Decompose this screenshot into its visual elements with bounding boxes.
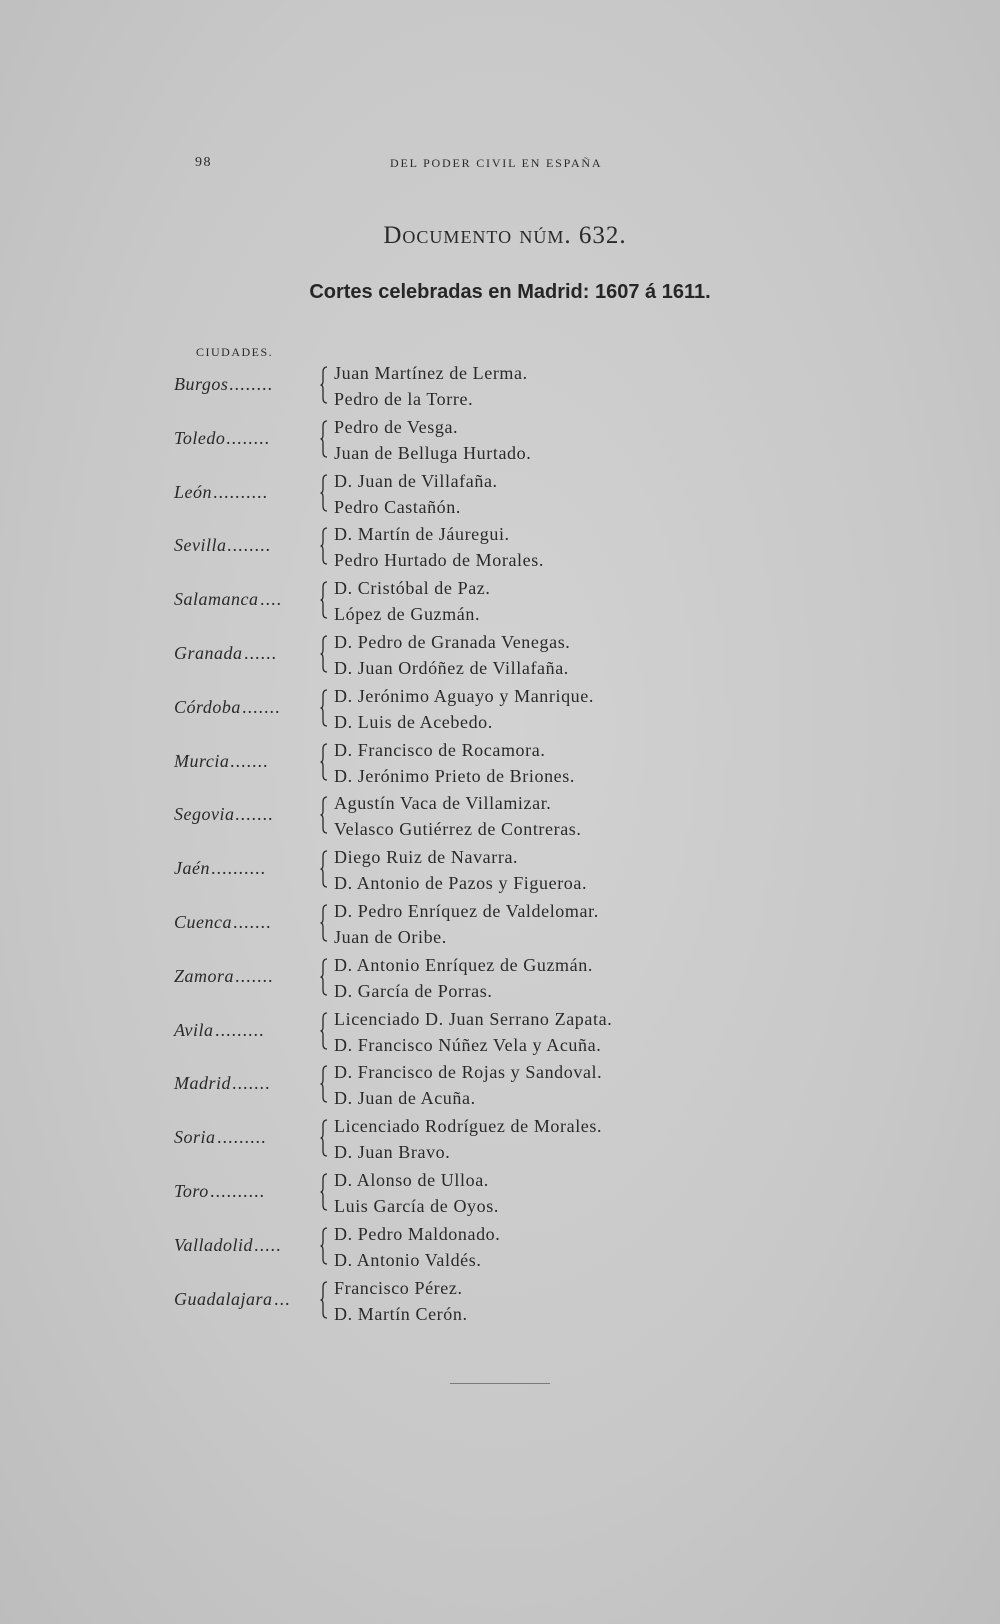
list-item — [174, 468, 694, 522]
brace-icon — [320, 1012, 328, 1050]
city-name: León — [174, 481, 212, 502]
deputy-name: D. Francisco Núñez Vela y Acuña. — [334, 1034, 602, 1055]
city-name: Valladolid — [174, 1234, 254, 1255]
dot-leader: ....... — [233, 911, 272, 932]
deputies — [334, 468, 498, 520]
brace-icon — [320, 1227, 328, 1265]
list-item — [174, 844, 694, 898]
deputies — [334, 1221, 500, 1273]
city-name: Murcia — [174, 750, 230, 771]
brace-icon — [320, 1281, 328, 1319]
dot-leader: ......... — [217, 1127, 267, 1148]
city-name: Jaén — [174, 858, 210, 879]
page-number: 98 — [195, 155, 212, 170]
dot-leader: ...... — [244, 642, 277, 663]
deputy-name: D. Francisco de Rojas y Sandoval. — [334, 1062, 603, 1083]
brace-icon — [320, 743, 328, 781]
brace-icon — [320, 1065, 328, 1103]
deputy-name: D. Juan de Villafaña. — [334, 470, 498, 491]
deputy-name: D. Jerónimo Aguayo y Manrique. — [334, 685, 594, 706]
deputy-name: Pedro de la Torre. — [334, 389, 474, 409]
deputy-name: Juan de Belluga Hurtado. — [334, 442, 532, 463]
footer-rule — [450, 1383, 550, 1384]
dot-leader: ....... — [230, 750, 269, 771]
deputy-name: D. Luis de Acebedo. — [334, 711, 493, 732]
deputy-name: Francisco Pérez. — [334, 1277, 463, 1298]
deputies — [334, 1059, 602, 1111]
deputy-name: Juan Martínez de Lerma. — [334, 363, 528, 383]
deputy-name: D. García de Porras. — [334, 980, 493, 1001]
brace-icon — [320, 850, 328, 888]
city-name: Toledo — [174, 427, 226, 448]
deputy-name: D. Martín de Jáuregui. — [334, 524, 510, 545]
list-item — [174, 629, 694, 683]
deputies — [334, 1167, 499, 1219]
deputy-name: Pedro de Vesga. — [334, 416, 459, 437]
city-name: Zamora — [174, 965, 235, 986]
list-item — [174, 1006, 694, 1060]
document-subtitle: Cortes celebradas en Madrid: 1607 á 1611. — [309, 281, 711, 303]
deputy-name: D. Francisco de Rocamora. — [334, 739, 546, 760]
list-item — [174, 1059, 694, 1113]
deputy-name: D. Cristóbal de Paz. — [334, 578, 491, 599]
deputies — [334, 414, 531, 466]
list-item — [174, 1275, 694, 1329]
dot-leader: ... — [274, 1288, 291, 1309]
city-name: Soria — [174, 1127, 216, 1148]
list-item — [174, 575, 694, 629]
dot-leader: .......... — [211, 858, 266, 879]
deputy-name: Juan de Oribe. — [334, 926, 447, 947]
city-list — [174, 360, 694, 1328]
deputy-name: D. Pedro Enríquez de Valdelomar. — [334, 900, 599, 921]
deputy-name: Velasco Gutiérrez de Contreras. — [334, 819, 582, 840]
dot-leader: ..... — [254, 1234, 282, 1255]
brace-icon — [320, 904, 328, 942]
dot-leader: ......... — [215, 1019, 265, 1040]
dot-leader: ....... — [235, 965, 274, 986]
list-item — [174, 360, 694, 414]
dot-leader: ........ — [226, 427, 270, 448]
deputies — [334, 360, 528, 412]
list-item — [174, 1221, 694, 1275]
city-name: Burgos — [174, 374, 229, 394]
deputies — [334, 1113, 602, 1165]
dot-leader: .......... — [213, 481, 268, 502]
dot-leader: .... — [260, 589, 282, 610]
city-name: Córdoba — [174, 696, 241, 717]
deputy-name: Luis García de Oyos. — [334, 1195, 499, 1216]
list-item — [174, 898, 694, 952]
deputy-name: Agustín Vaca de Villamizar. — [334, 793, 552, 814]
running-head — [195, 155, 655, 175]
list-item — [174, 952, 694, 1006]
deputies — [334, 737, 575, 789]
dot-leader: ........ — [229, 374, 273, 394]
city-name: Cuenca — [174, 911, 232, 932]
list-item — [174, 737, 694, 791]
deputy-name: D. Jerónimo Prieto de Briones. — [334, 765, 575, 786]
list-item — [174, 414, 694, 468]
dot-leader: ....... — [235, 804, 274, 825]
deputy-name: D. Pedro de Granada Venegas. — [334, 631, 571, 652]
deputies — [334, 629, 570, 681]
deputies — [334, 1006, 612, 1058]
dot-leader: ....... — [232, 1073, 271, 1094]
brace-icon — [320, 1119, 328, 1157]
brace-icon — [320, 527, 328, 565]
deputy-name: D. Pedro Maldonado. — [334, 1223, 501, 1244]
list-item — [174, 1167, 694, 1221]
city-name: Granada — [174, 642, 243, 663]
deputy-name: D. Juan Ordóñez de Villafaña. — [334, 657, 569, 678]
deputies — [334, 521, 544, 573]
document-number: Documento núm. 632. — [383, 222, 627, 249]
deputy-name: D. Alonso de Ulloa. — [334, 1169, 489, 1190]
deputy-name: Diego Ruiz de Navarra. — [334, 847, 519, 868]
brace-icon — [320, 474, 328, 512]
deputy-name: D. Antonio Enríquez de Guzmán. — [334, 954, 593, 975]
brace-icon — [320, 689, 328, 727]
deputy-name: D. Antonio Valdés. — [334, 1249, 482, 1270]
dot-leader: ....... — [242, 696, 281, 717]
deputy-name: D. Antonio de Pazos y Figueroa. — [334, 873, 588, 894]
deputies — [334, 898, 599, 950]
brace-icon — [320, 581, 328, 619]
dot-leader: ........ — [227, 535, 271, 556]
deputies — [334, 683, 594, 735]
list-item — [174, 683, 694, 737]
deputy-name: D. Martín Cerón. — [334, 1303, 468, 1324]
city-name: Sevilla — [174, 535, 227, 556]
deputies — [334, 1275, 468, 1327]
list-item — [174, 1113, 694, 1167]
deputy-name: D. Juan de Acuña. — [334, 1088, 476, 1109]
deputy-name: López de Guzmán. — [334, 604, 481, 625]
city-name: Madrid — [174, 1073, 231, 1094]
city-name: Toro — [174, 1180, 209, 1201]
brace-icon — [320, 958, 328, 996]
list-item — [174, 790, 694, 844]
deputy-name: Licenciado D. Juan Serrano Zapata. — [334, 1008, 613, 1029]
brace-icon — [320, 366, 328, 404]
city-name: Avila — [174, 1019, 214, 1040]
brace-icon — [320, 635, 328, 673]
city-name: Segovia — [174, 804, 235, 825]
section-label: CIUDADES. — [196, 345, 274, 359]
deputies — [334, 790, 582, 842]
brace-icon — [320, 796, 328, 834]
deputies — [334, 575, 490, 627]
deputy-name: Pedro Castañón. — [334, 496, 461, 517]
deputy-name: Pedro Hurtado de Morales. — [334, 550, 544, 571]
deputy-name: Licenciado Rodríguez de Morales. — [334, 1116, 603, 1137]
dot-leader: .......... — [210, 1180, 265, 1201]
list-item — [174, 521, 694, 575]
city-name: Salamanca — [174, 589, 259, 610]
deputies — [334, 844, 587, 896]
deputy-name: D. Juan Bravo. — [334, 1142, 451, 1163]
brace-icon — [320, 420, 328, 458]
deputies — [334, 952, 593, 1004]
city-name: Guadalajara — [174, 1288, 273, 1309]
running-title: DEL PODER CIVIL EN ESPAÑA — [390, 156, 603, 170]
brace-icon — [320, 1173, 328, 1211]
